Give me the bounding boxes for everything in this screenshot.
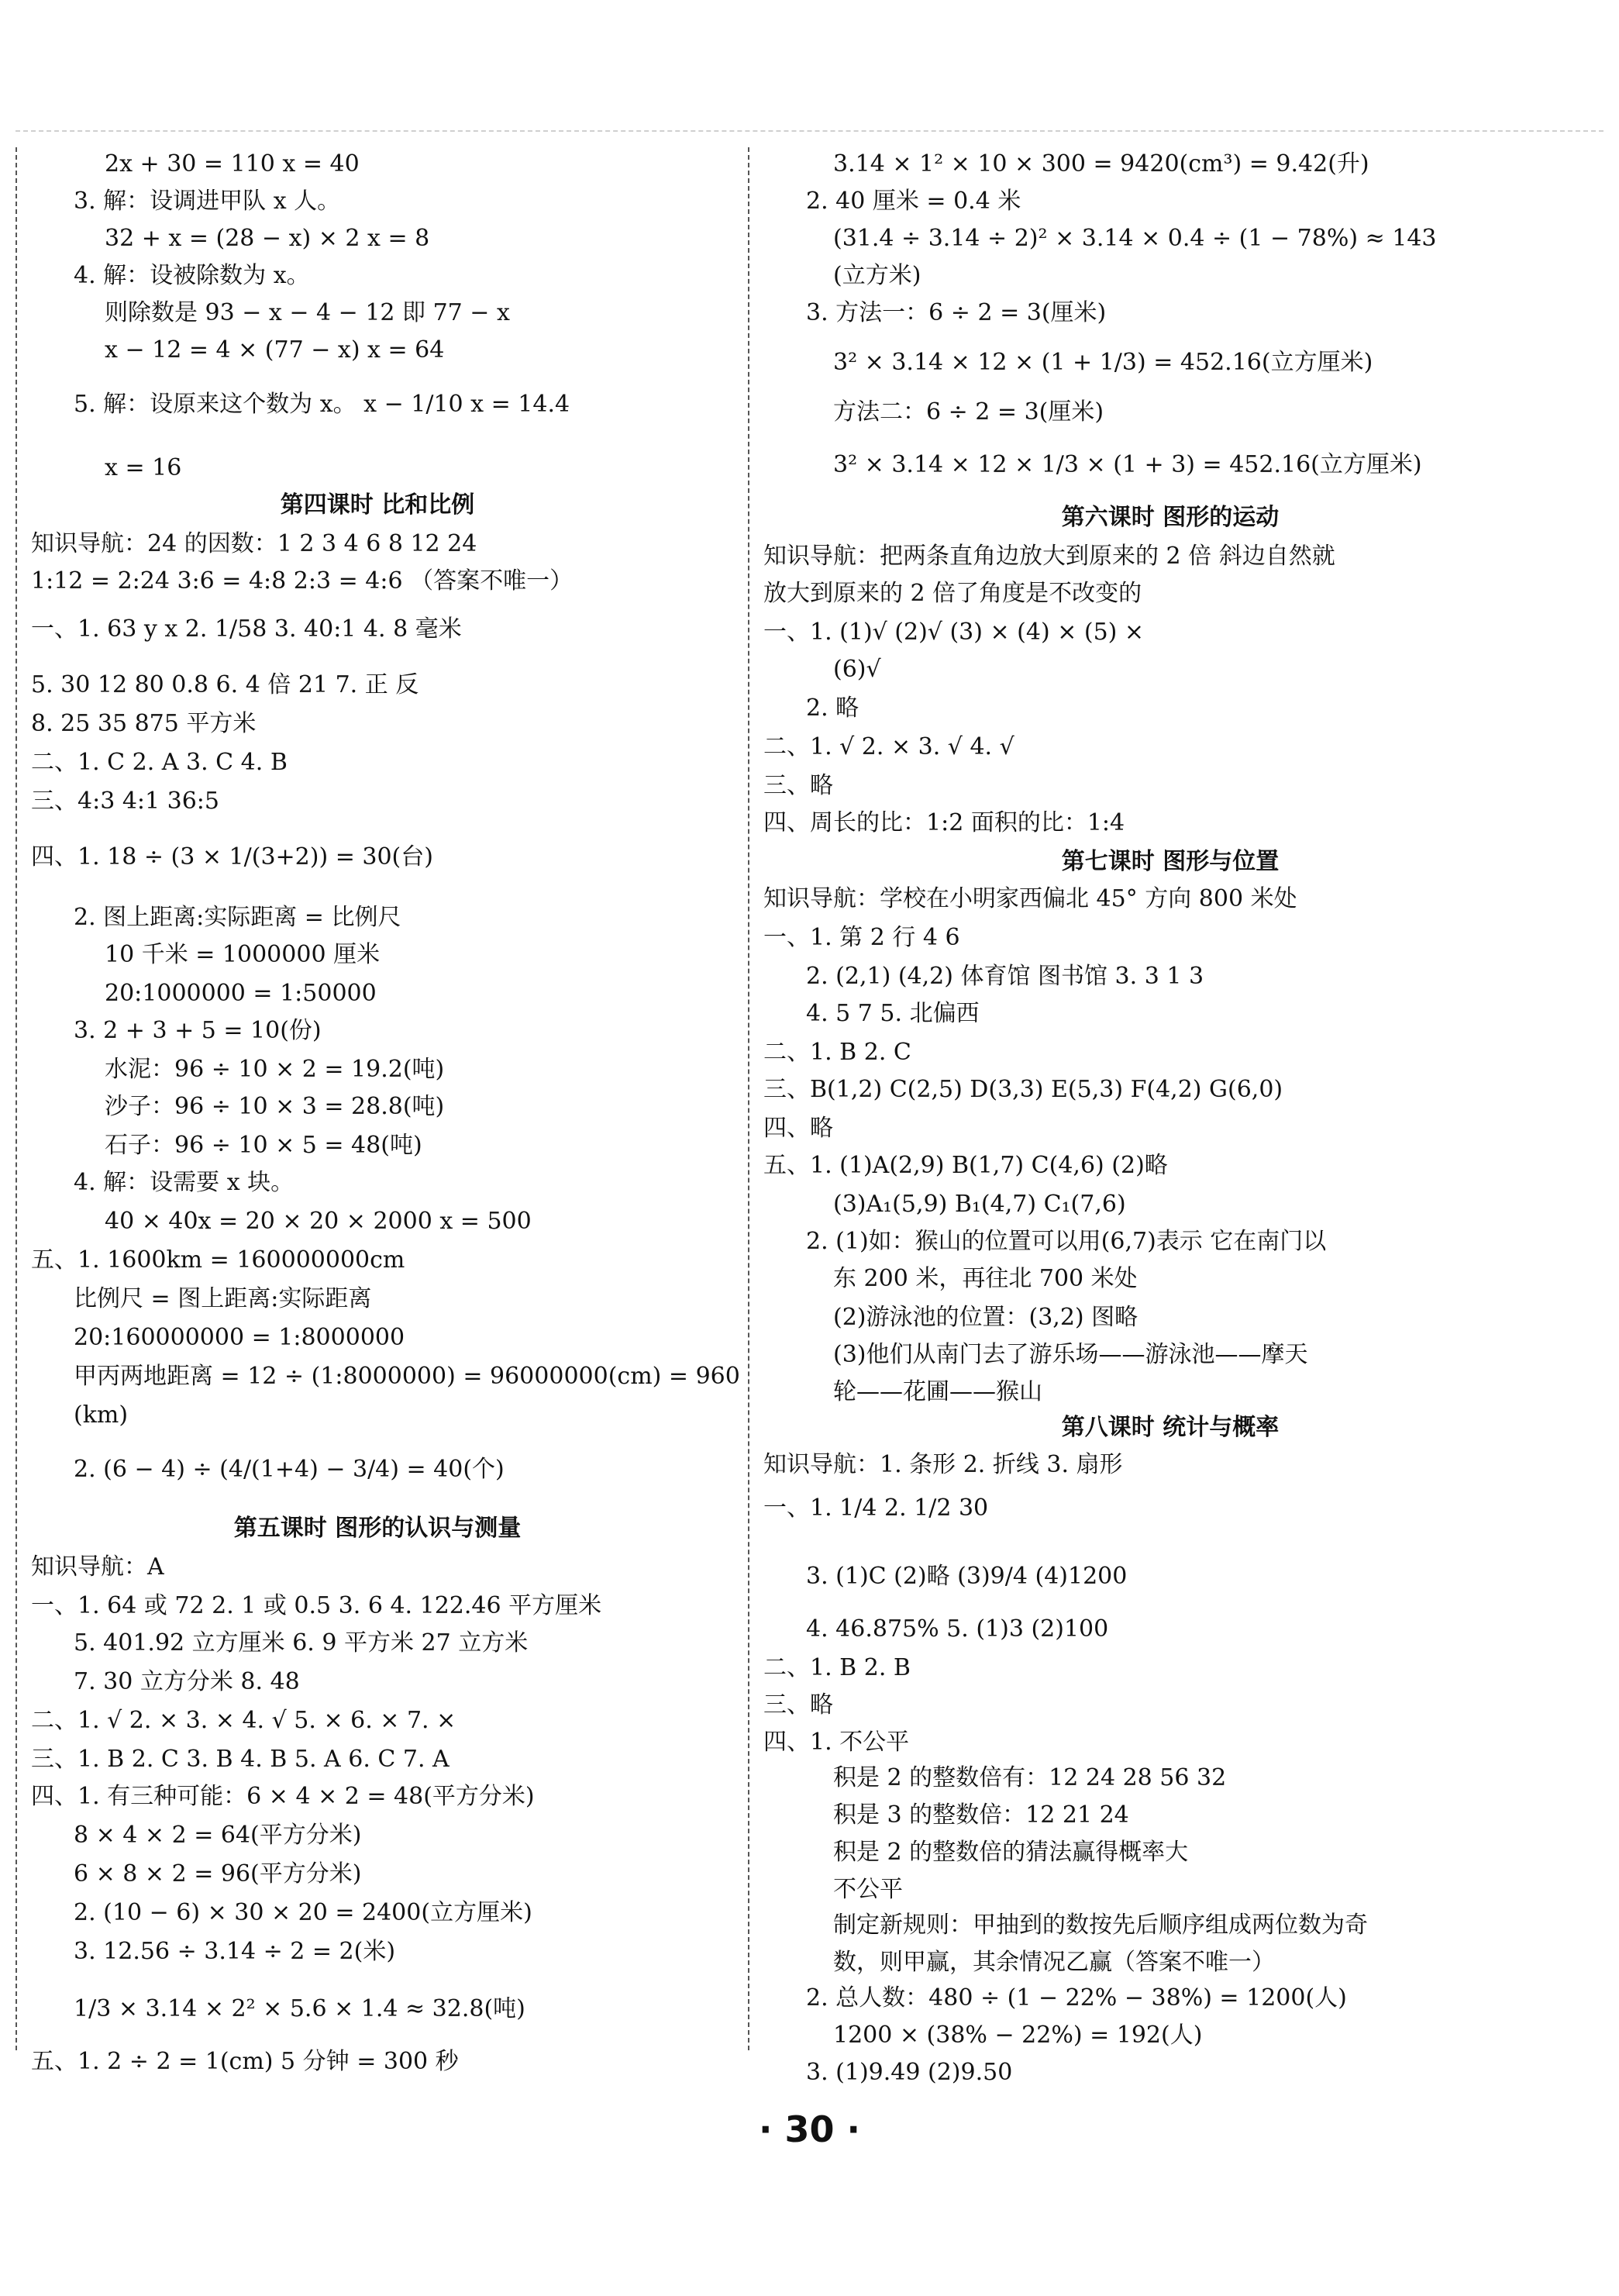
answer-line: (3)A₁(5,9) B₁(4,7) C₁(7,6) (833, 1191, 1126, 1218)
answer-line: 1/3 × 3.14 × 2² × 5.6 × 1.4 ≈ 32.8(吨) (74, 1995, 525, 2022)
answer-line: 2x + 30 = 110 x = 40 (105, 150, 360, 178)
answer-line: 积是 2 的整数倍有：12 24 28 56 32 (833, 1764, 1227, 1791)
answer-line: 知识导航：1. 条形 2. 折线 3. 扇形 (763, 1451, 1123, 1478)
answer-line: 水泥：96 ÷ 10 × 2 = 19.2(吨) (105, 1056, 445, 1083)
answer-line: 积是 3 的整数倍：12 21 24 (833, 1801, 1129, 1829)
answer-line: 2. 40 厘米 = 0.4 米 (806, 188, 1021, 215)
answer-line: (km) (74, 1401, 129, 1429)
answer-line: 3. 12.56 ÷ 3.14 ÷ 2 = 2(米) (74, 1938, 396, 1965)
answer-line: 数，则甲赢，其余情况乙赢（答案不唯一） (833, 1949, 1275, 1976)
answer-line: 知识导航：学校在小明家西偏北 45° 方向 800 米处 (763, 885, 1297, 912)
top-divider (16, 130, 1603, 132)
answer-line: 知识导航：24 的因数：1 2 3 4 6 8 12 24 (31, 530, 477, 557)
answer-line: 二、1. C 2. A 3. C 4. B (31, 749, 288, 776)
answer-line: x = 16 (105, 454, 182, 481)
answer-line: 一、1. 64 或 72 2. 1 或 0.5 3. 6 4. 122.46 平方厘米 (31, 1592, 602, 1619)
answer-line: 二、1. √ 2. × 3. √ 4. √ (763, 733, 1014, 760)
answer-line: 3² × 3.14 × 12 × (1 + 1/3) = 452.16(立方厘米) (833, 349, 1373, 376)
answer-line: 6 × 8 × 2 = 96(平方分米) (74, 1860, 362, 1887)
answer-line: 1:12 = 2:24 3:6 = 4:8 2:3 = 4:6 （答案不唯一） (31, 567, 574, 595)
answer-line: 3. 2 + 3 + 5 = 10(份) (74, 1017, 322, 1044)
page-number: · 30 · (759, 2108, 860, 2150)
answer-line: 40 × 40x = 20 × 20 × 2000 x = 500 (105, 1208, 532, 1235)
answer-line: 二、1. B 2. C (763, 1039, 911, 1066)
answer-line: 二、1. √ 2. × 3. × 4. √ 5. × 6. × 7. × (31, 1707, 456, 1734)
answer-line: 四、1. 不公平 (763, 1729, 910, 1756)
answer-line: 8. 25 35 875 平方米 (31, 710, 257, 737)
answer-line: 四、1. 18 ÷ (3 × 1/(3+2)) = 30(台) (31, 843, 433, 870)
section-heading: 第六课时 图形的运动 (1061, 504, 1280, 531)
section-heading: 第五课时 图形的认识与测量 (233, 1515, 522, 1542)
answer-line: 五、1. (1)A(2,9) B(1,7) C(4,6) (2)略 (763, 1152, 1168, 1179)
answer-line: 4. 解：设被除数为 x。 (74, 262, 310, 289)
answer-line: 二、1. B 2. B (763, 1654, 911, 1681)
answer-line: 3. 解：设调进甲队 x 人。 (74, 188, 341, 215)
answer-line: 方法二：6 ÷ 2 = 3(厘米) (833, 398, 1104, 426)
answer-line: (3)他们从南门去了游乐场——游泳池——摩天 (833, 1341, 1308, 1368)
answer-line: 4. 46.875% 5. (1)3 (2)100 (806, 1615, 1109, 1643)
answer-line: 三、B(1,2) C(2,5) D(3,3) E(5,3) F(4,2) G(6,0) (763, 1076, 1283, 1103)
answer-line: 2. (2,1) (4,2) 体育馆 图书馆 3. 3 1 3 (806, 963, 1204, 990)
answer-line: 一、1. 第 2 行 4 6 (763, 924, 960, 951)
answer-line: 5. 解：设原来这个数为 x。 x − 1/10 x = 14.4 (74, 391, 570, 418)
answer-line: 4. 解：设需要 x 块。 (74, 1169, 295, 1196)
answer-line: 不公平 (833, 1876, 903, 1903)
left-margin-rule (16, 147, 17, 2050)
answer-line: 知识导航：把两条直角边放大到原来的 2 倍 斜边自然就 (763, 543, 1335, 570)
answer-line: 2. 图上距离:实际距离 = 比例尺 (74, 904, 401, 931)
answer-line: 三、4:3 4:1 36:5 (31, 788, 220, 815)
answer-line: 四、略 (763, 1115, 833, 1142)
answer-line: 3. (1)9.49 (2)9.50 (806, 2059, 1013, 2086)
answer-line: 7. 30 立方分米 8. 48 (74, 1668, 300, 1695)
answer-line: 5. 30 12 80 0.8 6. 4 倍 21 7. 正 反 (31, 671, 419, 698)
answer-line: 32 + x = (28 − x) × 2 x = 8 (105, 225, 430, 252)
answer-line: 比例尺 = 图上距离:实际距离 (74, 1285, 372, 1312)
answer-line: (31.4 ÷ 3.14 ÷ 2)² × 3.14 × 0.4 ÷ (1 − 78%) ≈ 143 (833, 225, 1437, 252)
answer-line: 三、略 (763, 772, 833, 799)
answer-line: 3.14 × 1² × 10 × 300 = 9420(cm³) = 9.42(升) (833, 150, 1369, 178)
answer-line: 2. (10 − 6) × 30 × 20 = 2400(立方厘米) (74, 1899, 532, 1926)
answer-line: 三、略 (763, 1691, 833, 1719)
answer-line: 五、1. 2 ÷ 2 = 1(cm) 5 分钟 = 300 秒 (31, 2048, 459, 2075)
answer-line: 甲丙两地距离 = 12 ÷ (1:8000000) = 96000000(cm) = 960 (74, 1363, 740, 1390)
answer-line: 东 200 米，再往北 700 米处 (833, 1265, 1138, 1292)
column-divider (748, 147, 749, 2050)
answer-line: 石子：96 ÷ 10 × 5 = 48(吨) (105, 1132, 422, 1159)
answer-line: 2. (1)如：猴山的位置可以用(6,7)表示 它在南门以 (806, 1228, 1327, 1255)
answer-line: 四、周长的比：1:2 面积的比：1:4 (763, 809, 1125, 836)
answer-line: 3. 方法一：6 ÷ 2 = 3(厘米) (806, 299, 1107, 326)
answer-line: 三、1. B 2. C 3. B 4. B 5. A 6. C 7. A (31, 1746, 450, 1773)
answer-line: 5. 401.92 立方厘米 6. 9 平方米 27 立方米 (74, 1629, 529, 1656)
answer-line: 2. (6 − 4) ÷ (4/(1+4) − 3/4) = 40(个) (74, 1456, 505, 1483)
answer-line: 一、1. (1)√ (2)√ (3) × (4) × (5) × (763, 619, 1145, 646)
answer-line: 积是 2 的整数倍的猜法赢得概率大 (833, 1839, 1189, 1866)
section-heading: 第七课时 图形与位置 (1061, 848, 1280, 875)
answer-line: (立方米) (833, 262, 921, 289)
answer-line: 五、1. 1600km = 160000000cm (31, 1246, 405, 1274)
answer-line: 10 千米 = 1000000 厘米 (105, 941, 381, 968)
answer-line: 4. 5 7 5. 北偏西 (806, 1000, 980, 1027)
answer-line: (6)√ (833, 656, 881, 683)
answer-line: 1200 × (38% − 22%) = 192(人) (833, 2022, 1203, 2049)
answer-line: 则除数是 93 − x − 4 − 12 即 77 − x (105, 299, 510, 326)
answer-line: 一、1. 1/4 2. 1/2 30 (763, 1494, 989, 1522)
answer-line: 知识导航：A (31, 1553, 164, 1581)
section-heading: 第八课时 统计与概率 (1061, 1414, 1280, 1441)
answer-line: 沙子：96 ÷ 10 × 3 = 28.8(吨) (105, 1093, 445, 1120)
answer-line: x − 12 = 4 × (77 − x) x = 64 (105, 336, 445, 364)
answer-line: 轮——花圃——猴山 (833, 1378, 1042, 1405)
answer-line: (2)游泳池的位置：(3,2) 图略 (833, 1304, 1138, 1331)
answer-line: 20:160000000 = 1:8000000 (74, 1324, 405, 1351)
answer-line: 四、1. 有三种可能：6 × 4 × 2 = 48(平方分米) (31, 1783, 535, 1810)
answer-line: 8 × 4 × 2 = 64(平方分米) (74, 1822, 362, 1849)
answer-line: 制定新规则：甲抽到的数按先后顺序组成两位数为奇 (833, 1912, 1368, 1939)
answer-line: 放大到原来的 2 倍了角度是不改变的 (763, 580, 1142, 607)
answer-line: 3. (1)C (2)略 (3)9/4 (4)1200 (806, 1563, 1128, 1590)
answer-line: 2. 总人数：480 ÷ (1 − 22% − 38%) = 1200(人) (806, 1984, 1347, 2012)
answer-line: 2. 略 (806, 695, 859, 722)
answer-line: 一、1. 63 y x 2. 1/58 3. 40:1 4. 8 毫米 (31, 615, 462, 643)
section-heading: 第四课时 比和比例 (280, 491, 475, 519)
answer-line: 20:1000000 = 1:50000 (105, 980, 377, 1007)
answer-line: 3² × 3.14 × 12 × 1/3 × (1 + 3) = 452.16(立方厘米) (833, 451, 1422, 478)
